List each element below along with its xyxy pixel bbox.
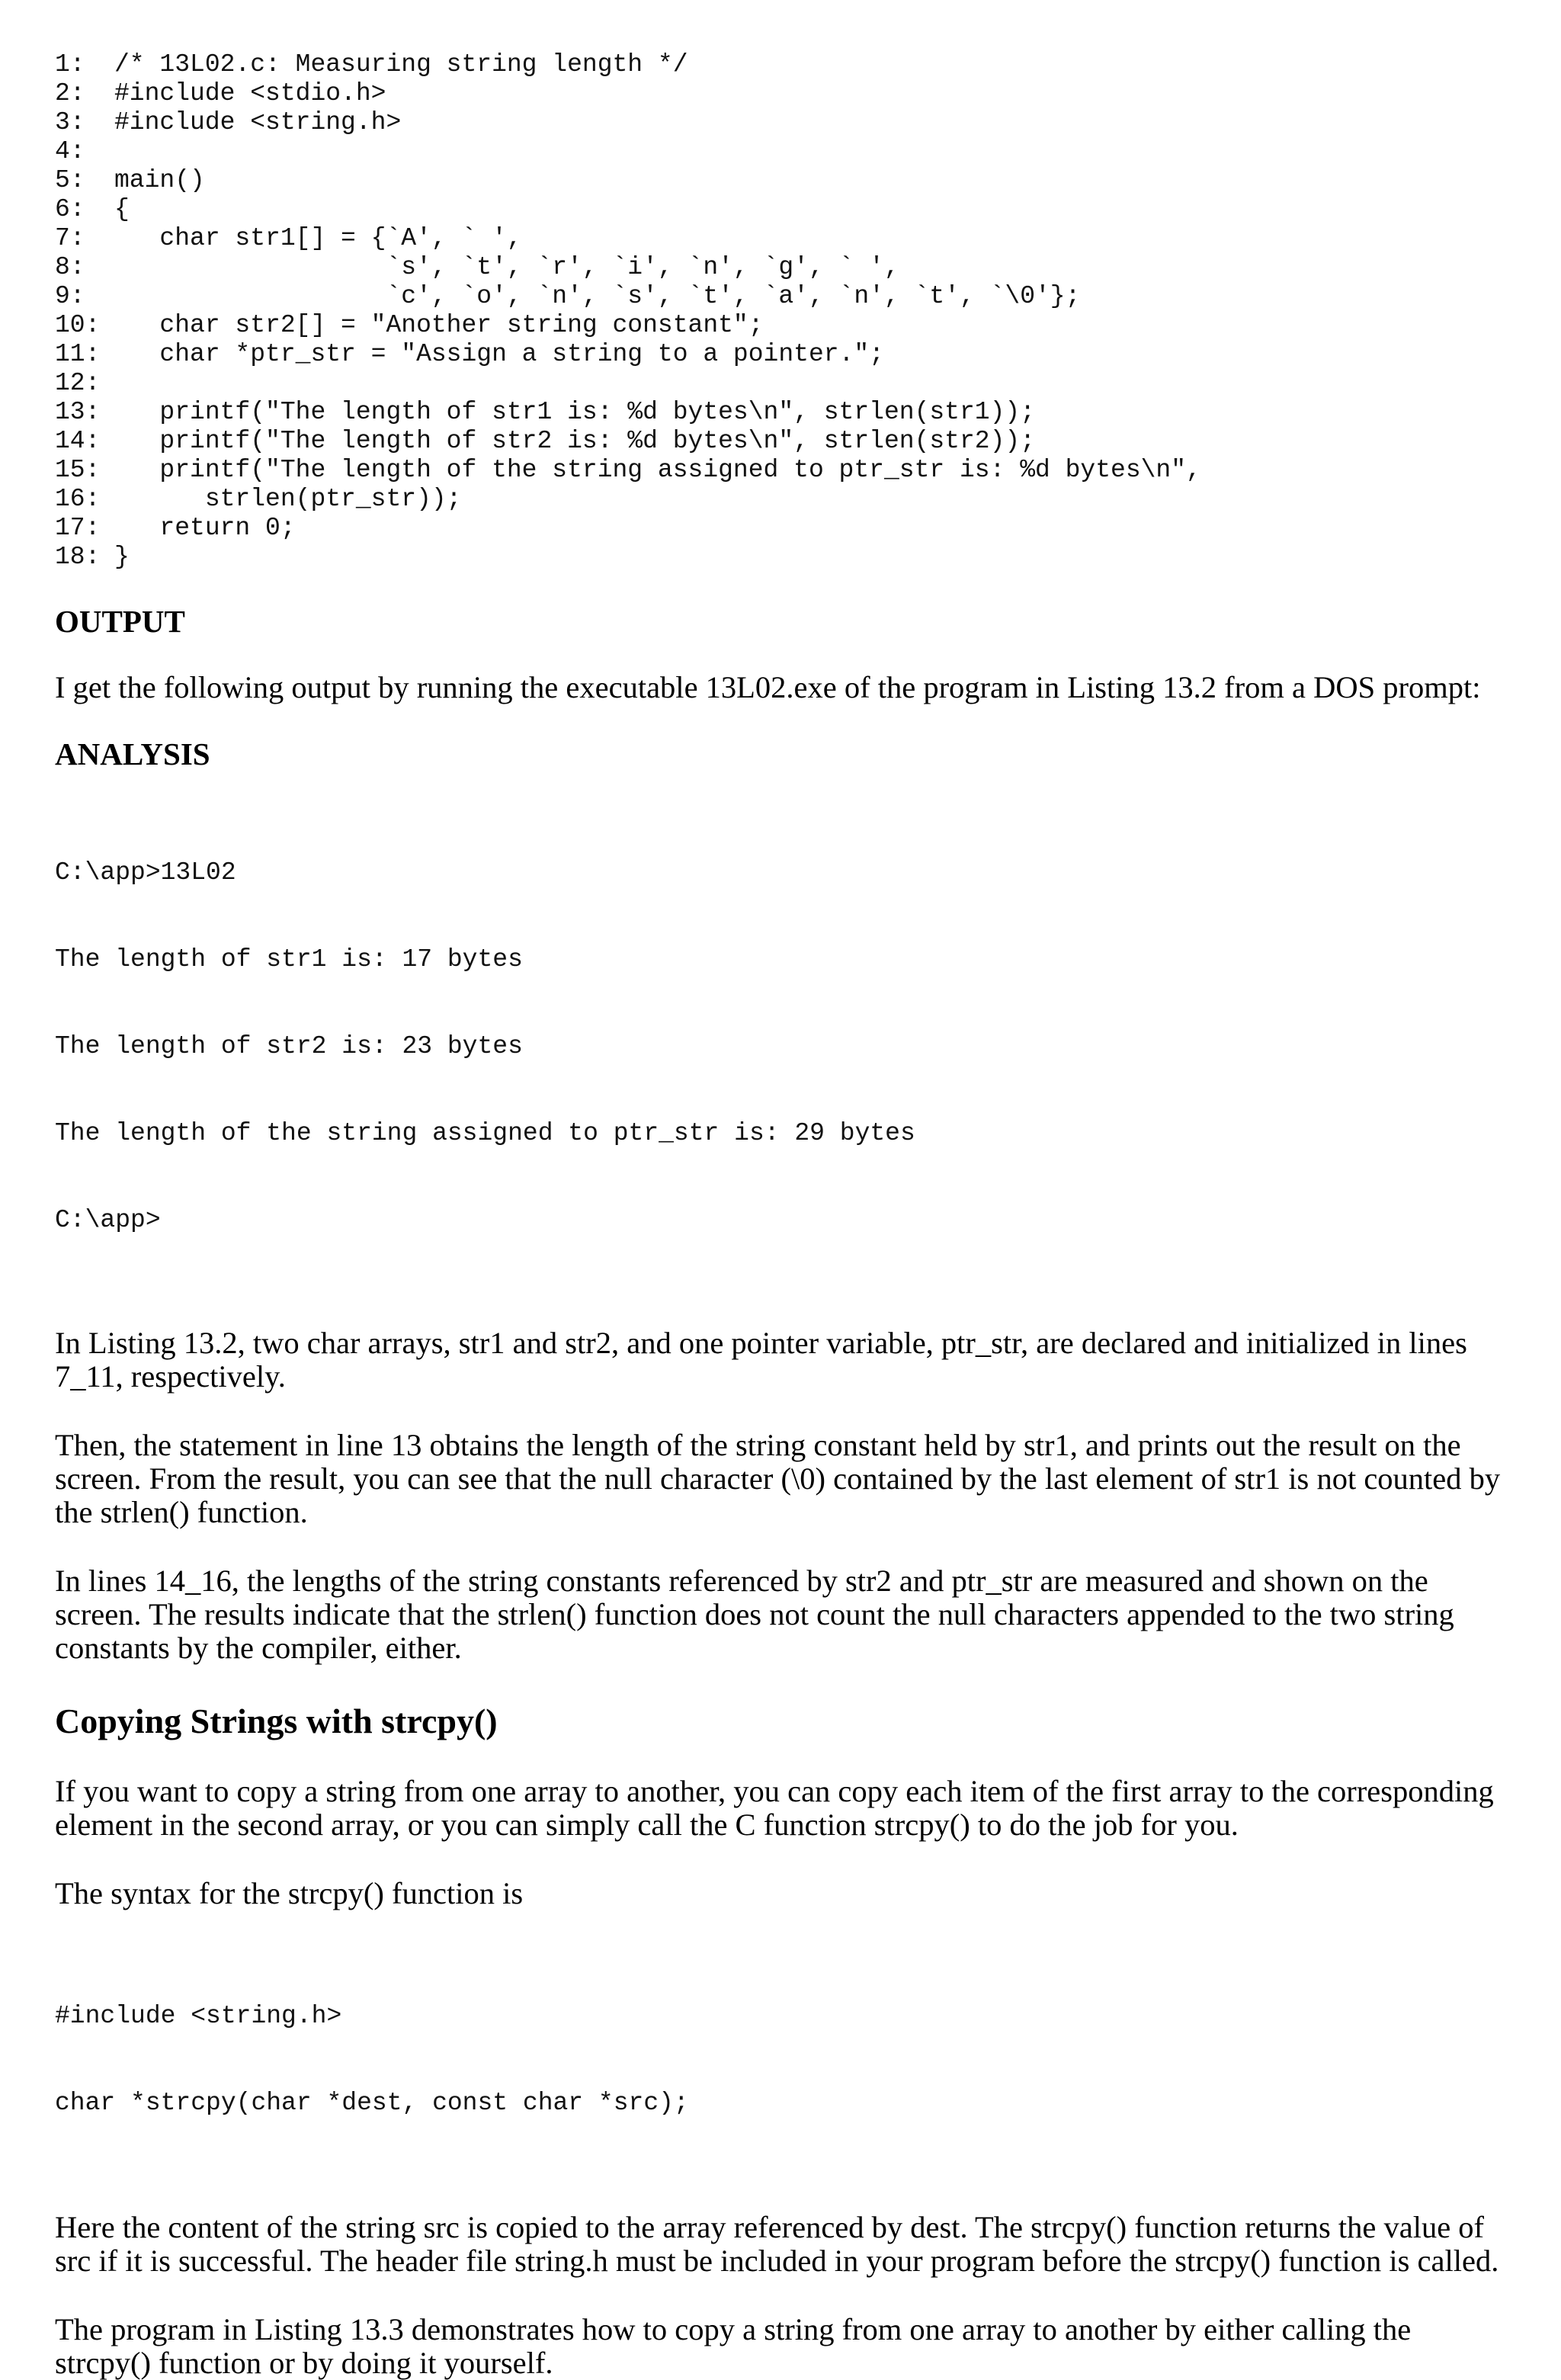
output-line: The length of the string assigned to ptr_str is: 29 bytes [55, 1119, 915, 1147]
line-number: 2: [55, 79, 85, 107]
code-line [55, 282, 1503, 311]
code-line [55, 456, 1503, 485]
line-number: 5: [55, 166, 85, 194]
code-line [55, 340, 1503, 369]
analysis-paragraph-1: In Listing 13.2, two char arrays, str1 and str2, and one pointer variable, ptr_str, are declared and initialized in lines 7_11, respectively. [55, 1326, 1467, 1394]
analysis-heading: ANALYSIS [55, 736, 210, 771]
program-output-block [55, 800, 1503, 1293]
line-number: 9: [55, 282, 85, 310]
output-line: The length of str2 is: 23 bytes [55, 1032, 523, 1060]
document-page [55, 50, 1503, 2380]
code-text: return 0; [114, 514, 296, 542]
code-line [55, 166, 1503, 195]
line-number: 14: [55, 427, 101, 455]
code-text: printf("The length of str1 is: %d bytes\n", strlen(str1)); [114, 398, 1035, 426]
code-text: printf("The length of the string assigned to ptr_str is: %d bytes\n", [114, 456, 1201, 484]
code-text: char str2[] = "Another string constant"; [114, 311, 764, 339]
line-number: 7: [55, 224, 85, 252]
code-line [55, 50, 1503, 79]
line-number: 17: [55, 514, 101, 542]
analysis-paragraph-3: In lines 14_16, the lengths of the string constants referenced by str2 and ptr_str are measured and shown on the screen. The results indicate that the strlen() function does not count the null characters appended to the two string constants by the compiler, either. [55, 1564, 1454, 1665]
code-line [55, 514, 1503, 543]
code-line [55, 485, 1503, 514]
code-text: printf("The length of str2 is: %d bytes\n", strlen(str2)); [114, 427, 1035, 455]
line-number: 4: [55, 137, 85, 165]
code-text: char str1[] = {`A', ` ', [114, 224, 522, 252]
code-line [55, 108, 1503, 137]
code-text: } [114, 543, 130, 571]
line-number: 3: [55, 108, 85, 136]
code-line [55, 369, 1503, 398]
line-number: 15: [55, 456, 101, 484]
line-number: 16: [55, 485, 101, 513]
code-line [55, 137, 1503, 166]
code-line [55, 427, 1503, 456]
code-line [55, 398, 1503, 427]
section-paragraph-3: Here the content of the string src is copied to the array referenced by dest. The strcpy() function returns the value of src if it is successful. The header file string.h must be included in your program before the strcpy() function is called. [55, 2210, 1499, 2278]
line-number: 8: [55, 253, 85, 281]
output-line: C:\app> [55, 1206, 161, 1234]
section-paragraph-1: If you want to copy a string from one array to another, you can copy each item of the first array to the corresponding element in the second array, or you can simply call the C function strcpy() to do the job for you. [55, 1774, 1494, 1842]
syntax-line: #include <string.h> [55, 2002, 342, 2030]
code-line [55, 195, 1503, 224]
output-heading: OUTPUT [55, 604, 185, 639]
section-heading: Copying Strings with strcpy() [55, 1702, 498, 1740]
code-text: `c', `o', `n', `s', `t', `a', `n', `t', `\0'}; [114, 282, 1081, 310]
output-line: C:\app>13L02 [55, 858, 236, 887]
code-line [55, 79, 1503, 108]
code-text: `s', `t', `r', `i', `n', `g', ` ', [114, 253, 899, 281]
code-text: /* 13L02.c: Measuring string length */ [114, 50, 688, 79]
code-text: strlen(ptr_str)); [114, 485, 462, 513]
output-line: The length of str1 is: 17 bytes [55, 945, 523, 973]
line-number: 10: [55, 311, 101, 339]
line-number: 6: [55, 195, 85, 223]
line-number: 11: [55, 340, 101, 368]
line-number: 1: [55, 50, 85, 79]
code-line [55, 543, 1503, 572]
code-text: #include <stdio.h> [114, 79, 386, 107]
code-text: main() [114, 166, 205, 194]
code-line [55, 311, 1503, 340]
code-line [55, 253, 1503, 282]
line-number: 13: [55, 398, 101, 426]
line-number: 18: [55, 543, 101, 571]
code-listing [55, 50, 1503, 572]
code-line [55, 224, 1503, 253]
output-intro-paragraph: I get the following output by running the executable 13L02.exe of the program in Listing 13.2 from a DOS prompt: [55, 670, 1481, 704]
section-paragraph-2: The syntax for the strcpy() function is [55, 1876, 524, 1910]
syntax-line: char *strcpy(char *dest, const char *src); [55, 2089, 689, 2117]
analysis-paragraph-2: Then, the statement in line 13 obtains the length of the string constant held by str1, and prints out the result on the screen. From the result, you can see that the null character (\0) contained by the last element of str1 is not counted by the strlen() function. [55, 1428, 1501, 1529]
code-text: #include <string.h> [114, 108, 402, 136]
code-text: { [114, 195, 130, 223]
syntax-code-block [55, 1944, 1503, 2176]
code-text: char *ptr_str = "Assign a string to a pointer."; [114, 340, 884, 368]
section-paragraph-4: The program in Listing 13.3 demonstrates how to copy a string from one array to another by either calling the strcpy() function or by doing it yourself. [55, 2312, 1412, 2380]
line-number: 12: [55, 369, 101, 397]
